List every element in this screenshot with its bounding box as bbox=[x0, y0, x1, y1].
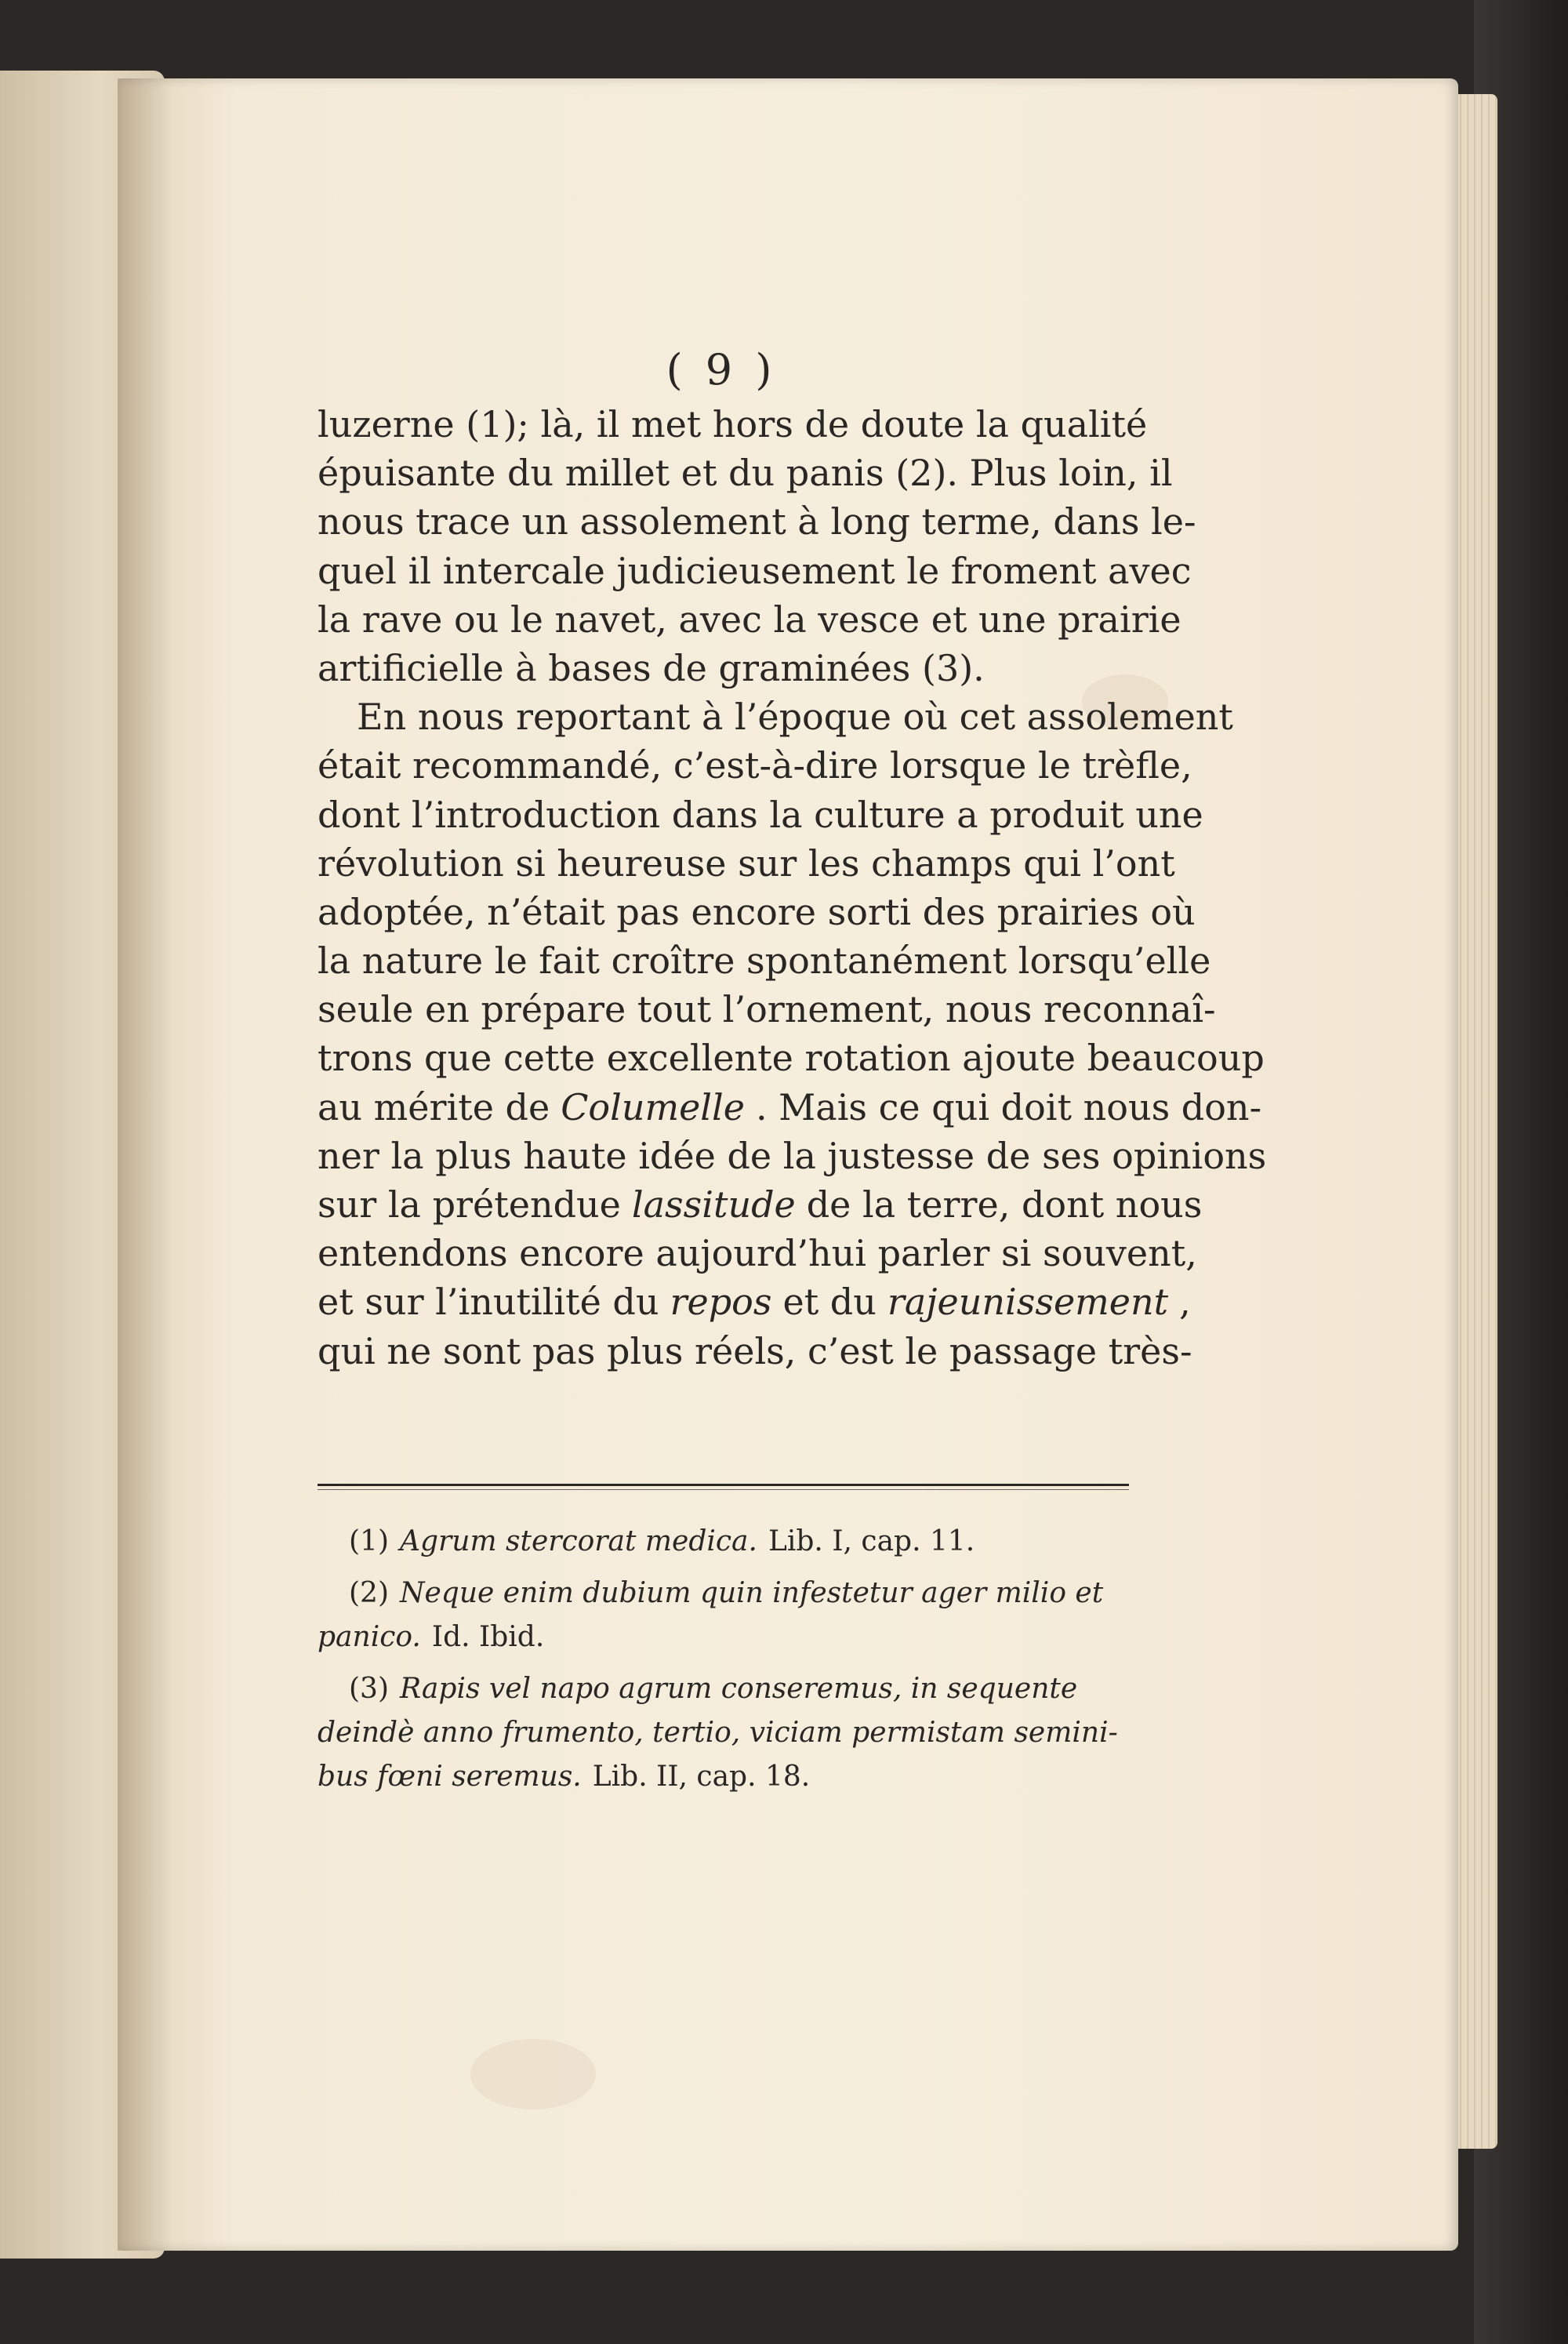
italic-term: rajeunissement bbox=[887, 1281, 1169, 1324]
footnotes bbox=[318, 1520, 1129, 1807]
footnote-line bbox=[318, 1711, 1129, 1755]
footnote-latin: deindè anno frumento, tertio, viciam permistam semini- bbox=[318, 1717, 1118, 1749]
text-line: qui ne sont pas plus réels, c’est le passage très- bbox=[318, 1329, 1192, 1372]
text-line: la rave ou le navet, avec la vesce et une prairie bbox=[318, 598, 1181, 641]
footnote-line bbox=[318, 1572, 1129, 1615]
text-segment: et sur l’inutilité du bbox=[318, 1281, 659, 1324]
italic-term: lassitude bbox=[631, 1183, 796, 1226]
footnote-line bbox=[318, 1667, 1129, 1711]
footnote-marker: (3) bbox=[349, 1673, 389, 1705]
text-line bbox=[318, 1277, 1191, 1326]
footnote-1 bbox=[318, 1520, 1129, 1564]
page-gutter-shadow bbox=[118, 78, 172, 2251]
text-segment: , bbox=[1179, 1281, 1191, 1324]
footnote-latin: Agrum stercorat medica. bbox=[400, 1525, 757, 1557]
footnote-reference: Id. Ibid. bbox=[431, 1621, 545, 1653]
body-text bbox=[318, 400, 1267, 1376]
text-line: quel il intercale judicieusement le froment avec bbox=[318, 549, 1192, 592]
footnote-latin: Neque enim dubium quin infestetur ager milio et bbox=[400, 1577, 1104, 1609]
footnote-3 bbox=[318, 1667, 1129, 1799]
text-line: artificielle à bases de graminées (3). bbox=[318, 646, 985, 689]
text-segment: sur la prétendue bbox=[318, 1183, 621, 1226]
text-line: révolution si heureuse sur les champs qui l’ont bbox=[318, 841, 1175, 885]
text-line: la nature le fait croître spontanément lorsqu’elle bbox=[318, 939, 1211, 983]
text-line: seule en prépare tout l’ornement, nous reconnaî- bbox=[318, 988, 1216, 1031]
footnote-2 bbox=[318, 1572, 1129, 1659]
text-segment: . Mais ce qui doit nous don- bbox=[755, 1085, 1262, 1128]
footnote-marker: (1) bbox=[349, 1525, 389, 1557]
footnote-latin: Rapis vel napo agrum conseremus, in sequente bbox=[400, 1673, 1078, 1705]
italic-name: Columelle bbox=[561, 1085, 745, 1128]
text-line: entendons encore aujourd’hui parler si souvent, bbox=[318, 1232, 1197, 1275]
text-segment: et du bbox=[782, 1281, 877, 1324]
text-line bbox=[318, 1083, 1262, 1132]
text-line: dont l’introduction dans la culture a produit une bbox=[318, 793, 1203, 836]
text-segment: de la terre, dont nous bbox=[806, 1183, 1203, 1226]
footnote-reference: Lib. II, cap. 18. bbox=[592, 1761, 811, 1793]
text-line: était recommandé, c’est-à-dire lorsque le trèfle, bbox=[318, 744, 1192, 787]
text-line: épuisante du millet et du panis (2). Plus loin, il bbox=[318, 452, 1173, 495]
footnote-line bbox=[318, 1520, 1129, 1564]
paper-stain bbox=[470, 2039, 596, 2110]
text-line bbox=[318, 1180, 1203, 1229]
text-line: En nous reportant à l’époque où cet assolement bbox=[357, 696, 1233, 739]
footnote-reference: Lib. I, cap. 11. bbox=[768, 1525, 975, 1557]
text-line: nous trace un assolement à long terme, dans le- bbox=[318, 500, 1196, 543]
footnote-marker: (2) bbox=[349, 1577, 389, 1609]
footnote-latin: panico. bbox=[318, 1621, 421, 1653]
footnote-line bbox=[318, 1615, 1129, 1659]
text-line: ner la plus haute idée de la justesse de ses opinions bbox=[318, 1134, 1267, 1177]
footnote-latin: bus fœni seremus. bbox=[318, 1761, 582, 1793]
page-number: ( 9 ) bbox=[666, 345, 777, 394]
footnote-line bbox=[318, 1755, 1129, 1799]
text-line: adoptée, n’était pas encore sorti des prairies où bbox=[318, 890, 1196, 933]
italic-term: repos bbox=[670, 1281, 772, 1324]
text-line: trons que cette excellente rotation ajoute beaucoup bbox=[318, 1037, 1265, 1080]
footnote-rule bbox=[318, 1484, 1129, 1490]
text-line: luzerne (1); là, il met hors de doute la qualité bbox=[318, 403, 1148, 445]
text-segment: au mérite de bbox=[318, 1085, 550, 1128]
